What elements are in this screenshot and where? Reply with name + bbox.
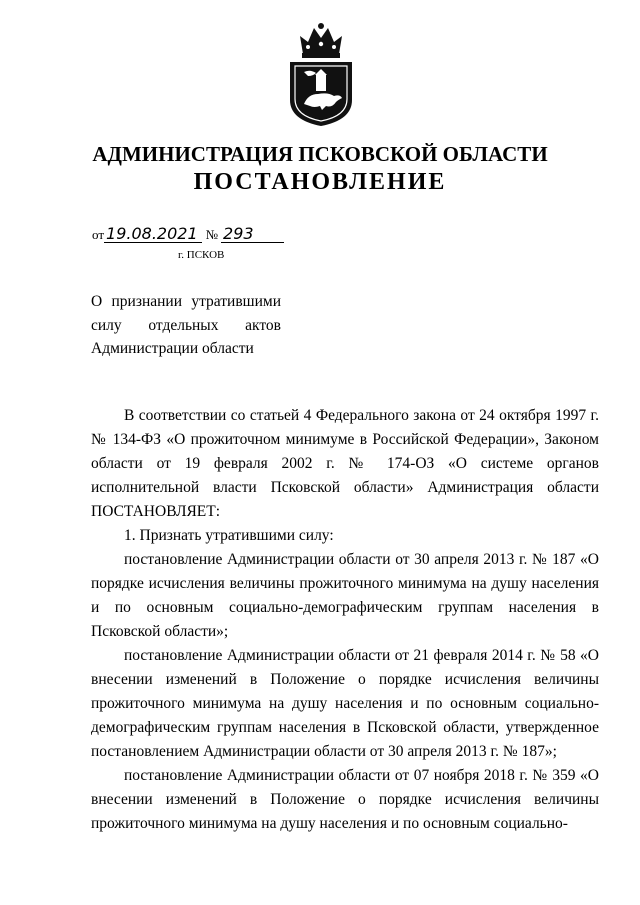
body-paragraph: постановление Администрации области от 30 апреля 2013 г. № 187 «О порядке исчисления величины прожиточного минимума на душу населения и по основным социально-демографическим группам населения в Псковской области»;	[91, 551, 599, 640]
document-type-title: ПОСТАНОВЛЕНИЕ	[193, 169, 447, 195]
subject-line: силу отдельных актов	[91, 316, 281, 334]
document-subject	[91, 290, 281, 361]
body-paragraph: постановление Администрации области от 07 ноября 2018 г. № 359 «О внесении изменений в Положение о порядке исчисления величины прожиточного минимума на душу населения и по основным социально-	[91, 767, 599, 832]
body-paragraph: 1. Признать утратившими силу:	[124, 527, 334, 544]
document-body	[91, 404, 599, 836]
body-paragraph: В соответствии со статьей 4 Федерального закона от 24 октября 1997 г. № 134-ФЗ «О прожиточном минимуме в Российской Федерации», Законом области от 19 февраля 2002 г. № 174-ОЗ «О системе органов исполнительной власти Псковской области» Администрация области ПОСТАНОВЛЯЕТ:	[91, 407, 599, 520]
date-prefix: от	[92, 227, 105, 242]
subject-line: О признании утратившими	[91, 293, 281, 310]
city-label: г. ПСКОВ	[178, 249, 225, 261]
number-prefix: №	[205, 227, 219, 242]
date-number-line	[92, 226, 284, 243]
organization-title: АДМИНИСТРАЦИЯ ПСКОВСКОЙ ОБЛАСТИ	[92, 142, 548, 166]
handwritten-number: 293	[221, 226, 284, 243]
handwritten-date: 19.08.2021	[104, 226, 202, 243]
subject-line: Администрации области	[91, 340, 254, 357]
pskov-coat-of-arms-icon	[286, 20, 356, 128]
body-paragraph: постановление Администрации области от 21 февраля 2014 г. № 58 «О внесении изменений в Положение о порядке исчисления величины прожиточного минимума на душу населения и по основным социально-демографическим группам населения в Псковской области, утвержденное постановлением Администрации области от 30 апреля 2013 г. № 187»;	[91, 647, 599, 760]
